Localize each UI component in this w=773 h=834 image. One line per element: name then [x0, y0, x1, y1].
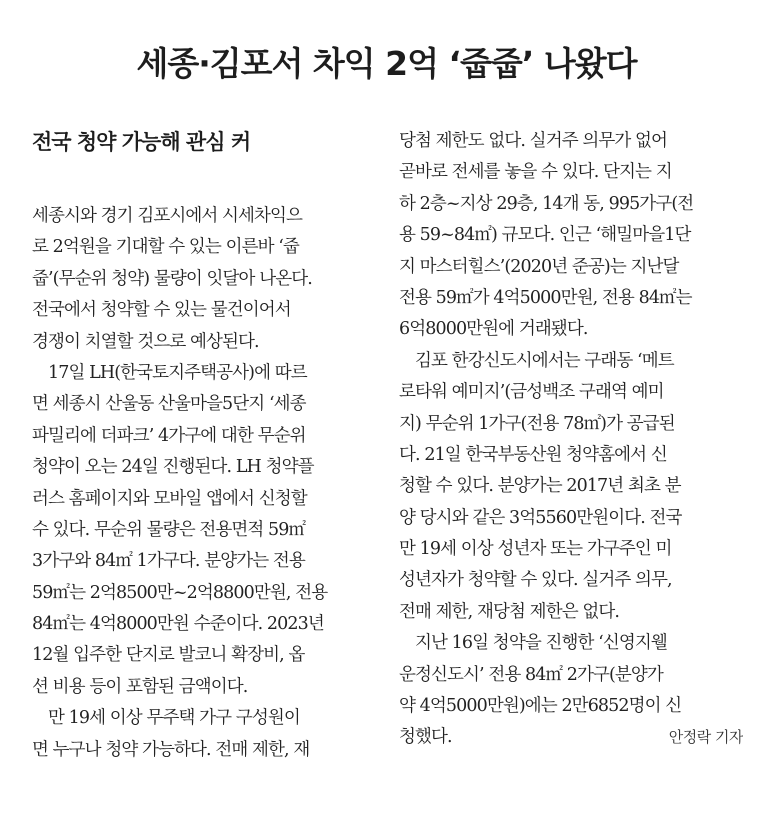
- paragraph-line: 면 누구나 청약 가능하다. 전매 제한, 재: [32, 739, 310, 760]
- paragraph-line: 션 비용 등이 포함된 금액이다.: [32, 676, 248, 697]
- headline: 세종·김포서 차익 2억 ‘줍줍’ 나왔다: [136, 44, 637, 83]
- paragraph-line: 59㎡는 2억8500만~2억8800만원, 전용: [32, 582, 328, 603]
- paragraph-line: 지난 16일 청약을 진행한 ‘신영지웰: [415, 633, 667, 654]
- last-line-with-byline: [399, 722, 743, 753]
- paragraph-line: 김포 한강신도시에서는 구래동 ‘메트: [415, 350, 674, 371]
- paragraph-line: 수 있다. 무순위 물량은 전용면적 59㎡: [32, 519, 306, 540]
- paragraph-line: 당첨 제한도 없다. 실거주 의무가 없어: [399, 131, 668, 151]
- paragraph-line: 17일 LH(한국토지주택공사)에 따르: [48, 362, 307, 383]
- paragraph-line: 로 2억원을 기대할 수 있는 이른바 ‘줍: [32, 237, 299, 258]
- paragraph-line: 줍’(무순위 청약) 물량이 잇달아 나온다.: [32, 268, 312, 289]
- paragraph-line: 청했다.: [399, 727, 452, 748]
- paragraph-line: 전용 59㎡가 4억5000만원, 전용 84㎡는: [399, 287, 692, 308]
- paragraph-line: 곧바로 전세를 놓을 수 있다. 단지는 지: [399, 162, 672, 183]
- paragraph-line: 84㎡는 4억8000만원 수준이다. 2023년: [32, 614, 324, 635]
- subheadline: 전국 청약 가능해 관심 커: [32, 130, 251, 154]
- paragraph-line: 성년자가 청약할 수 있다. 실거주 의무,: [399, 570, 672, 591]
- paragraph-line: 러스 홈페이지와 모바일 앱에서 신청할: [32, 488, 307, 509]
- paragraph-line: 6억8000만원에 거래됐다.: [399, 319, 588, 340]
- paragraph-line: 운정신도시’ 전용 84㎡ 2가구(분양가: [399, 664, 663, 685]
- paragraph-line: 지 마스터힐스’(2020년 준공)는 지난달: [399, 256, 679, 277]
- paragraph-line: 만 19세 이상 성년자 또는 가구주인 미: [399, 539, 672, 560]
- paragraph-line: 만 19세 이상 무주택 가구 구성원이: [48, 708, 300, 729]
- paragraph-line: 청약이 오는 24일 진행된다. LH 청약플: [32, 457, 314, 478]
- right-column: [399, 126, 743, 754]
- paragraph-line: 용 59~84㎡) 규모다. 인근 ‘해밀마을1단: [399, 225, 691, 246]
- left-column: [32, 126, 374, 766]
- paragraph-line: 면 세종시 산울동 산울마을5단지 ‘세종: [32, 394, 306, 415]
- paragraph-line: 지) 무순위 1가구(전용 78㎡)가 공급된: [399, 413, 675, 434]
- paragraph-line: 전국에서 청약할 수 있는 물건이어서: [32, 300, 291, 321]
- paragraph-line: 청할 수 있다. 분양가는 2017년 최초 분: [399, 476, 681, 497]
- paragraph-line: 약 4억5000만원)에는 2만6852명이 신: [399, 696, 682, 717]
- paragraph-line: 3가구와 84㎡ 1가구다. 분양가는 전용: [32, 551, 305, 572]
- paragraph-line: 12월 입주한 단지로 발코니 확장비, 옵: [32, 645, 305, 666]
- paragraph-line: 세종시와 경기 김포시에서 시세차익으: [32, 206, 303, 226]
- byline: 안정락 기자: [668, 728, 743, 747]
- paragraph-line: 전매 제한, 재당첨 제한은 없다.: [399, 601, 620, 622]
- paragraph-line: 파밀리에 더파크’ 4가구에 대한 무순위: [32, 425, 306, 446]
- paragraph-line: 다. 21일 한국부동산원 청약홈에서 신: [399, 444, 667, 465]
- paragraph-line: 하 2층~지상 29층, 14개 동, 995가구(전: [399, 193, 694, 214]
- paragraph-line: 양 당시와 같은 3억5560만원이다. 전국: [399, 507, 682, 528]
- paragraph-line: 로타워 예미지’(금성백조 구래역 예미: [399, 382, 664, 403]
- paragraph-line: 경쟁이 치열할 것으로 예상된다.: [32, 331, 259, 352]
